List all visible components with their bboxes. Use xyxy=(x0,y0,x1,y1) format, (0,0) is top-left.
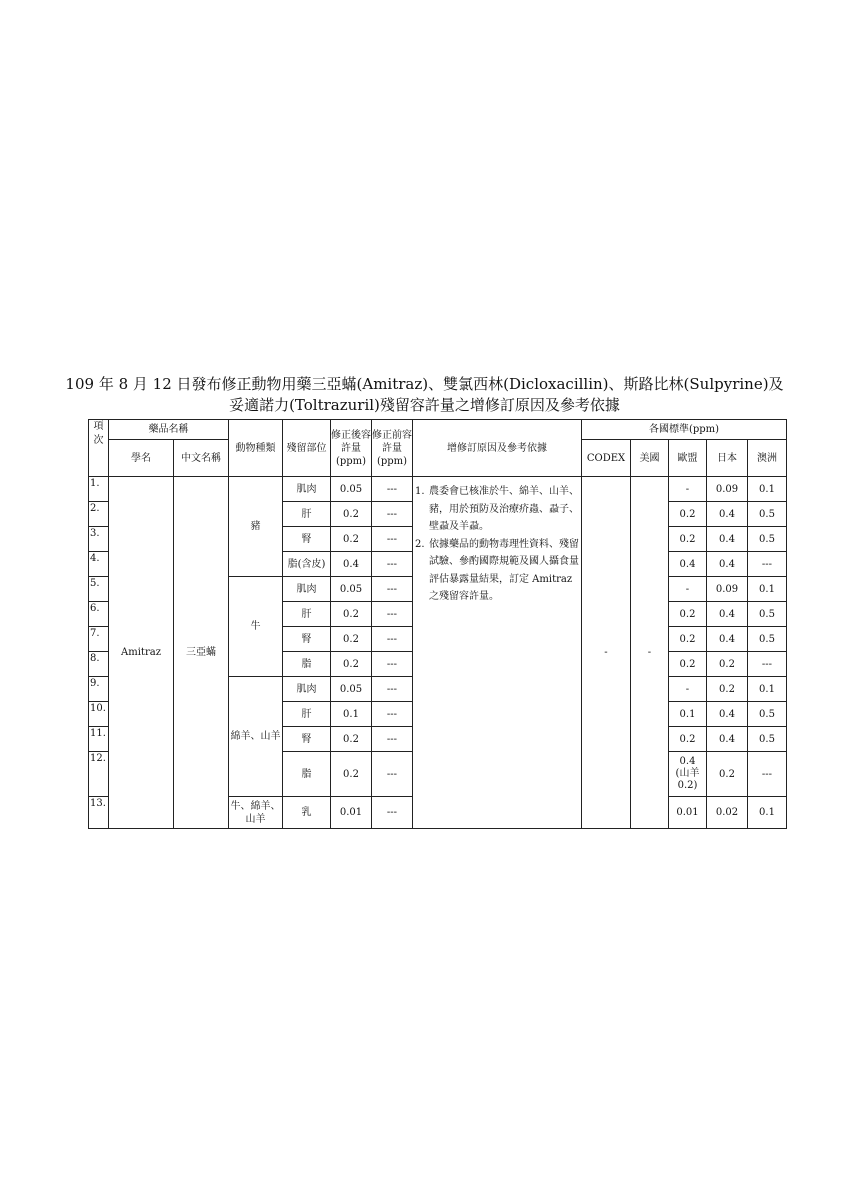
residue-part-cell: 乳 xyxy=(283,797,331,829)
scientific-name-cell: Amitraz xyxy=(109,477,174,829)
eu-value-cell: 0.2 xyxy=(669,602,707,627)
residue-part-cell: 腎 xyxy=(283,527,331,552)
table-row xyxy=(89,477,787,502)
eu-value-cell: 0.4 (山羊 0.2) xyxy=(669,752,707,797)
japan-value-cell: 0.09 xyxy=(707,577,748,602)
row-number: 5. xyxy=(89,577,109,602)
revised-limit-cell: 0.2 xyxy=(331,752,372,797)
revised-limit-cell: 0.05 xyxy=(331,477,372,502)
row-number: 10. xyxy=(89,702,109,727)
eu-value-cell: 0.2 xyxy=(669,627,707,652)
header-previous-limit: 修正前容許量(ppm) xyxy=(372,420,413,477)
japan-value-cell: 0.09 xyxy=(707,477,748,502)
row-number: 2. xyxy=(89,502,109,527)
japan-value-cell: 0.4 xyxy=(707,502,748,527)
header-scientific-name: 學名 xyxy=(109,440,174,477)
japan-value-cell: 0.4 xyxy=(707,602,748,627)
revised-limit-cell: 0.4 xyxy=(331,552,372,577)
japan-value-cell: 0.2 xyxy=(707,652,748,677)
previous-limit-cell: --- xyxy=(372,602,413,627)
animal-sheep-goat-cell: 綿羊、山羊 xyxy=(229,677,283,797)
revised-limit-cell: 0.05 xyxy=(331,677,372,702)
chinese-name-cell: 三亞蟎 xyxy=(174,477,229,829)
australia-value-cell: 0.1 xyxy=(748,797,787,829)
eu-value-cell: 0.2 xyxy=(669,727,707,752)
eu-value-cell: 0.2 xyxy=(669,652,707,677)
japan-value-cell: 0.2 xyxy=(707,752,748,797)
previous-limit-cell: --- xyxy=(372,652,413,677)
title-line-1: 109 年 8 月 12 日發布修正動物用藥三亞蟎(Amitraz)、雙氯西林(Dicloxacillin)、斯路比林(Sulpyrine)及 xyxy=(65,375,784,393)
australia-value-cell: 0.1 xyxy=(748,577,787,602)
revised-limit-cell: 0.2 xyxy=(331,727,372,752)
australia-value-cell: --- xyxy=(748,652,787,677)
reason-cell xyxy=(413,477,582,829)
japan-value-cell: 0.4 xyxy=(707,627,748,652)
previous-limit-cell: --- xyxy=(372,527,413,552)
header-row-1 xyxy=(89,420,787,440)
header-usa: 美國 xyxy=(631,440,669,477)
row-number: 1. xyxy=(89,477,109,502)
row-number: 12. xyxy=(89,752,109,797)
australia-value-cell: 0.5 xyxy=(748,502,787,527)
previous-limit-cell: --- xyxy=(372,752,413,797)
title-line-2: 妥適諾力(Toltrazuril)殘留容許量之增修訂原因及參考依據 xyxy=(229,396,620,414)
eu-value-cell: 0.2 xyxy=(669,527,707,552)
animal-milk-sources-cell: 牛、綿羊、山羊 xyxy=(229,797,283,829)
header-chinese-name: 中文名稱 xyxy=(174,440,229,477)
row-number: 13. xyxy=(89,797,109,829)
residue-part-cell: 脂 xyxy=(283,752,331,797)
revised-limit-cell: 0.2 xyxy=(331,527,372,552)
australia-value-cell: --- xyxy=(748,552,787,577)
residue-part-cell: 肝 xyxy=(283,602,331,627)
residue-part-cell: 肝 xyxy=(283,702,331,727)
reason-item-1: 1. 農委會已核准於牛、綿羊、山羊、豬，用於預防及治療疥蟲、蝨子、壁蝨及羊蝨。 xyxy=(415,486,579,532)
header-australia: 澳洲 xyxy=(748,440,787,477)
eu-value-cell: 0.2 xyxy=(669,502,707,527)
header-eu: 歐盟 xyxy=(669,440,707,477)
usa-cell: - xyxy=(631,477,669,829)
japan-value-cell: 0.2 xyxy=(707,677,748,702)
eu-value-cell: 0.1 xyxy=(669,702,707,727)
residue-part-cell: 脂(含皮) xyxy=(283,552,331,577)
australia-value-cell: --- xyxy=(748,752,787,797)
revised-limit-cell: 0.05 xyxy=(331,577,372,602)
australia-value-cell: 0.5 xyxy=(748,702,787,727)
row-number: 3. xyxy=(89,527,109,552)
header-drug-name: 藥品名稱 xyxy=(109,420,229,440)
japan-value-cell: 0.4 xyxy=(707,702,748,727)
residue-part-cell: 腎 xyxy=(283,727,331,752)
table-body xyxy=(89,420,787,829)
header-residue-part: 殘留部位 xyxy=(283,420,331,477)
header-reason: 增修訂原因及參考依據 xyxy=(413,420,582,477)
eu-value-cell: - xyxy=(669,677,707,702)
codex-cell: - xyxy=(582,477,631,829)
previous-limit-cell: --- xyxy=(372,797,413,829)
revised-limit-cell: 0.2 xyxy=(331,602,372,627)
japan-value-cell: 0.4 xyxy=(707,527,748,552)
australia-value-cell: 0.5 xyxy=(748,527,787,552)
residue-part-cell: 肌肉 xyxy=(283,677,331,702)
header-revised-limit: 修正後容許量(ppm) xyxy=(331,420,372,477)
row-number: 6. xyxy=(89,602,109,627)
row-number: 8. xyxy=(89,652,109,677)
australia-value-cell: 0.1 xyxy=(748,477,787,502)
residue-limit-table xyxy=(88,419,787,829)
header-codex: CODEX xyxy=(582,440,631,477)
australia-value-cell: 0.5 xyxy=(748,627,787,652)
row-number: 11. xyxy=(89,727,109,752)
japan-value-cell: 0.4 xyxy=(707,552,748,577)
eu-value-cell: - xyxy=(669,577,707,602)
previous-limit-cell: --- xyxy=(372,702,413,727)
residue-part-cell: 腎 xyxy=(283,627,331,652)
australia-value-cell: 0.5 xyxy=(748,727,787,752)
header-intl-standards: 各國標準(ppm) xyxy=(582,420,787,440)
header-japan: 日本 xyxy=(707,440,748,477)
previous-limit-cell: --- xyxy=(372,627,413,652)
residue-part-cell: 肝 xyxy=(283,502,331,527)
previous-limit-cell: --- xyxy=(372,502,413,527)
eu-value-cell: 0.4 xyxy=(669,552,707,577)
residue-part-cell: 肌肉 xyxy=(283,577,331,602)
japan-value-cell: 0.02 xyxy=(707,797,748,829)
previous-limit-cell: --- xyxy=(372,677,413,702)
row-number: 9. xyxy=(89,677,109,702)
reason-item-2: 2. 依據藥品的動物毒理性資料、殘留試驗、參酌國際規範及國人攝食量評估暴露量結果，訂定 Amitraz 之殘留容許量。 xyxy=(415,538,579,602)
residue-part-cell: 脂 xyxy=(283,652,331,677)
australia-value-cell: 0.1 xyxy=(748,677,787,702)
previous-limit-cell: --- xyxy=(372,477,413,502)
eu-value-cell: - xyxy=(669,477,707,502)
revised-limit-cell: 0.01 xyxy=(331,797,372,829)
residue-part-cell: 肌肉 xyxy=(283,477,331,502)
row-number: 7. xyxy=(89,627,109,652)
header-item-no: 項次 xyxy=(89,420,109,477)
previous-limit-cell: --- xyxy=(372,552,413,577)
australia-value-cell: 0.5 xyxy=(748,602,787,627)
revised-limit-cell: 0.2 xyxy=(331,502,372,527)
animal-pig-cell: 豬 xyxy=(229,477,283,577)
row-number: 4. xyxy=(89,552,109,577)
animal-cattle-cell: 牛 xyxy=(229,577,283,677)
previous-limit-cell: --- xyxy=(372,727,413,752)
eu-value-cell: 0.01 xyxy=(669,797,707,829)
previous-limit-cell: --- xyxy=(372,577,413,602)
header-animal-species: 動物種類 xyxy=(229,420,283,477)
revised-limit-cell: 0.1 xyxy=(331,702,372,727)
japan-value-cell: 0.4 xyxy=(707,727,748,752)
revised-limit-cell: 0.2 xyxy=(331,652,372,677)
document-title xyxy=(0,374,849,416)
revised-limit-cell: 0.2 xyxy=(331,627,372,652)
